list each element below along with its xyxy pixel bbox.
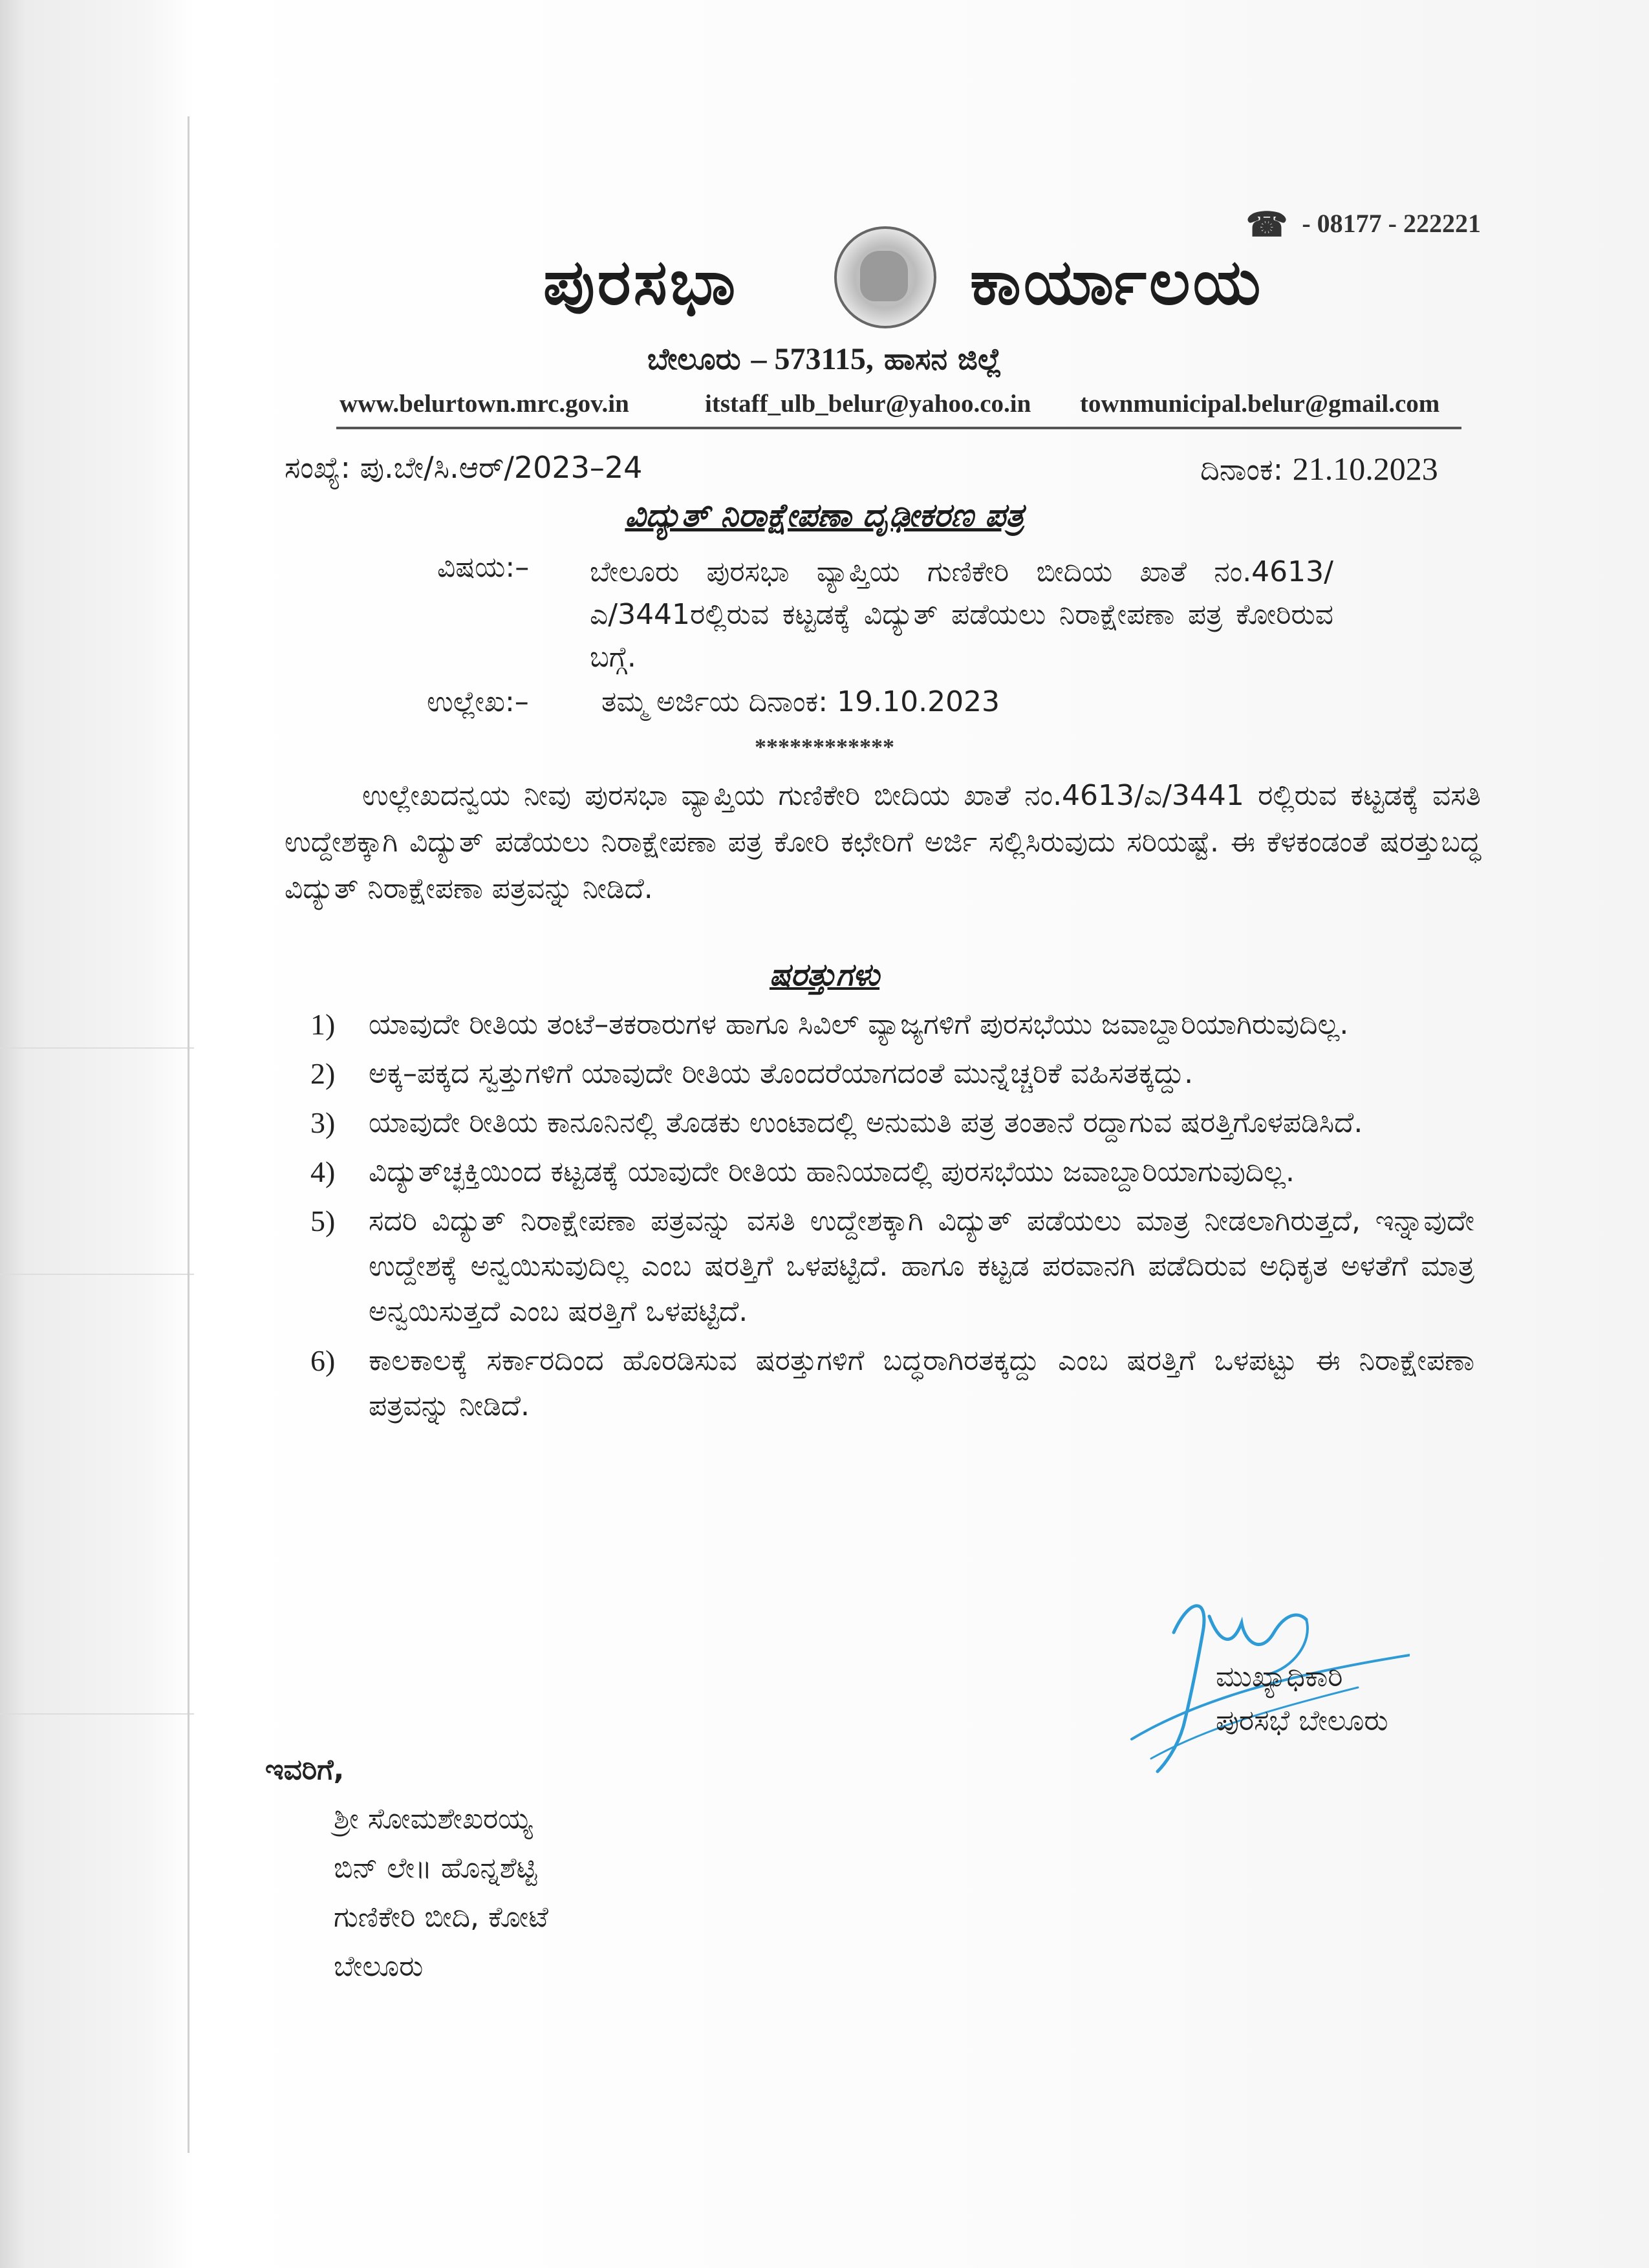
email-link-1[interactable]: itstaff_ulb_belur@yahoo.co.in [705, 390, 1031, 418]
address-pin: – 573115, [751, 342, 874, 376]
conditions-heading: ಷರತ್ತುಗಳು [769, 957, 880, 993]
recipient-line: ಶ್ರೀ ಸೋಮಶೇಖರಯ್ಯ [334, 1803, 533, 1835]
seal-emblem [860, 251, 908, 301]
body-paragraph: ಉಲ್ಲೇಖದನ್ವಯ ನೀವು ಪುರಸಭಾ ವ್ಯಾಪ್ತಿಯ ಗುಣಿಕೇರಿ ಬೀದಿಯ ಖಾತೆ ನಂ.4613/ಎ/3441 ರಲ್ಲಿರುವ ಕಟ್ಟಡಕ್ಕೆ ವಸತಿ ಉದ್ದೇಶಕ್ಕಾಗಿ ವಿದ್ಯುತ್ ಪಡೆಯಲು ನಿರಾಕ್ಷೇಪಣಾ ಪತ್ರ ಕೋರಿ ಕಛೇರಿಗೆ ಅರ್ಜಿ ಸಲ್ಲಿಸಿರುವುದು ಸರಿಯಷ್ಟೆ. ಈ ಕೆಳಕಂಡಂತೆ ಷರತ್ತುಬದ್ಧ ವಿದ್ಯುತ್ ನಿರಾಕ್ಷೇಪಣಾ ಪತ್ರವನ್ನು ನೀಡಿದೆ. [285, 779, 1481, 905]
office-name-right: ಕಾರ್ಯಾಲಯ [970, 246, 1264, 319]
recipient-block [265, 1746, 548, 1991]
condition-number: 5) [310, 1204, 336, 1237]
letterhead-title [0, 246, 1649, 330]
date-value: 21.10.2023 [1292, 451, 1438, 487]
section-separator: ************ [755, 734, 894, 760]
signatory-designation: ಮುಖ್ಯಾಧಿಕಾರಿ [1216, 1660, 1343, 1693]
subject-label: ವಿಷಯ:– [437, 551, 530, 584]
subject-text: ಬೇಲೂರು ಪುರಸಭಾ ವ್ಯಾಪ್ತಿಯ ಗುಣಿಕೇರಿ ಬೀದಿಯ ಖಾತೆ ನಂ.4613/ಎ/3441ರಲ್ಲಿರುವ ಕಟ್ಟಡಕ್ಕೆ ವಿದ್ಯುತ್ ಪಡೆಯಲು ನಿರಾಕ್ಷೇಪಣಾ ಪತ್ರ ಕೋರಿರುವ ಬಗ್ಗೆ. [590, 555, 1333, 674]
signatory-office: ಪುರಸಭೆ ಬೇಲೂರು [1216, 1704, 1388, 1737]
condition-number: 6) [310, 1344, 336, 1377]
condition-item [310, 1100, 1474, 1146]
address-district: ಹಾಸನ ಜಿಲ್ಲೆ [883, 341, 1002, 376]
document-title: ವಿದ್ಯುತ್ ನಿರಾಕ್ಷೇಪಣಾ ದೃಢೀಕರಣ ಪತ್ರ [625, 497, 1024, 534]
condition-item [310, 1199, 1474, 1334]
condition-text: ಯಾವುದೇ ರೀತಿಯ ತಂಟೆ–ತಕರಾರುಗಳ ಹಾಗೂ ಸಿವಿಲ್ ವ್ಯಾಜ್ಯಗಳಿಗೆ ಪುರಸಭೆಯು ಜವಾಬ್ದಾರಿಯಾಗಿರುವುದಿಲ್ಲ. [369, 1008, 1349, 1041]
condition-number: 3) [310, 1106, 336, 1139]
office-name-left: ಪುರಸಭಾ [543, 246, 738, 319]
address-town: ಬೇಲೂರು [647, 341, 741, 376]
condition-number: 4) [310, 1155, 336, 1188]
municipal-seal-icon [834, 226, 936, 328]
phone-line [1246, 206, 1481, 244]
reference-number [285, 450, 642, 486]
condition-number: 2) [310, 1057, 336, 1090]
condition-item [310, 1338, 1474, 1429]
condition-text: ಅಕ್ಕ–ಪಕ್ಕದ ಸ್ವತ್ತುಗಳಿಗೆ ಯಾವುದೇ ರೀತಿಯ ತೊಂದರೆಯಾಗದಂತೆ ಮುನ್ನೆಚ್ಚರಿಕೆ ವಹಿಸತಕ್ಕದ್ದು. [369, 1057, 1194, 1090]
condition-text: ಸದರಿ ವಿದ್ಯುತ್ ನಿರಾಕ್ಷೇಪಣಾ ಪತ್ರವನ್ನು ವಸತಿ ಉದ್ದೇಶಕ್ಕಾಗಿ ವಿದ್ಯುತ್ ಪಡೆಯಲು ಮಾತ್ರ ನೀಡಲಾಗಿರುತ್ತದೆ, ಇನ್ನಾವುದೇ ಉದ್ದೇಶಕ್ಕೆ ಅನ್ವಯಿಸುವುದಿಲ್ಲ ಎಂಬ ಷರತ್ತಿಗೆ ಒಳಪಟ್ಟಿದೆ. ಹಾಗೂ ಕಟ್ಟಡ ಪರವಾನಗಿ ಪಡೆದಿರುವ ಅಧಿಕೃತ ಅಳತೆಗೆ ಮಾತ್ರ ಅನ್ವಯಿಸುತ್ತದೆ ಎಂಬ ಷರತ್ತಿಗೆ ಒಳಪಟ್ಟಿದೆ. [369, 1204, 1474, 1328]
email-link-2[interactable]: townmunicipal.belur@gmail.com [1080, 390, 1440, 418]
office-address [0, 341, 1649, 378]
signatory-block [1216, 1655, 1388, 1743]
recipient-line: ಬೇಲೂರು [334, 1950, 424, 1983]
conditions-list [310, 1002, 1474, 1433]
condition-text: ಯಾವುದೇ ರೀತಿಯ ಕಾನೂನಿನಲ್ಲಿ ತೊಡಕು ಉಂಟಾದಲ್ಲಿ ಅನುಮತಿ ಪತ್ರ ತಂತಾನೆ ರದ್ದಾಗುವ ಷರತ್ತಿಗೊಳಪಡಿಸಿದೆ. [369, 1106, 1363, 1139]
condition-item [310, 1002, 1474, 1047]
condition-number: 1) [310, 1008, 336, 1041]
reference-value: ಪು.ಬೇ/ಸಿ.ಆರ್/2023–24 [360, 450, 643, 485]
reference-note-label: ಉಲ್ಲೇಖ:– [427, 685, 529, 718]
phone-number: - 08177 - 222221 [1302, 209, 1481, 238]
recipient-line: ಗುಣಿಕೇರಿ ಬೀದಿ, ಕೋಟೆ [334, 1901, 548, 1934]
date-label: ದಿನಾಂಕ: [1200, 452, 1284, 487]
website-link[interactable]: www.belurtown.mrc.gov.in [339, 390, 629, 418]
recipient-label: ಇವರಿಗೆ, [265, 1753, 345, 1786]
condition-item [310, 1051, 1474, 1097]
reference-note-text: ತಮ್ಮ ಅರ್ಜಿಯ ದಿನಾಂಕ: 19.10.2023 [601, 685, 1000, 718]
telephone-icon: ☎ [1245, 207, 1288, 244]
condition-item [310, 1150, 1474, 1195]
contact-details [0, 389, 1649, 422]
condition-text: ಕಾಲಕಾಲಕ್ಕೆ ಸರ್ಕಾರದಿಂದ ಹೊರಡಿಸುವ ಷರತ್ತುಗಳಿಗೆ ಬದ್ಧರಾಗಿರತಕ್ಕದ್ದು ಎಂಬ ಷರತ್ತಿಗೆ ಒಳಪಟ್ಟು ಈ ನಿರಾಕ್ಷೇಪಣಾ ಪತ್ರವನ್ನು ನೀಡಿದೆ. [369, 1344, 1474, 1422]
condition-text: ವಿದ್ಯುತ್‌ಚ್ಛಕ್ತಿಯಿಂದ ಕಟ್ಟಡಕ್ಕೆ ಯಾವುದೇ ರೀತಿಯ ಹಾನಿಯಾದಲ್ಲಿ ಪುರಸಭೆಯು ಜವಾಬ್ದಾರಿಯಾಗುವುದಿಲ್ಲ. [369, 1155, 1295, 1188]
reference-label: ಸಂಖ್ಯೆ: [285, 450, 350, 485]
header-divider [336, 427, 1461, 429]
recipient-line: ಬಿನ್ ಲೇ॥ ಹೊನ್ನಶೆಟ್ಟಿ [334, 1852, 537, 1885]
letter-date [1200, 450, 1438, 488]
recipient-address [265, 1795, 548, 1991]
